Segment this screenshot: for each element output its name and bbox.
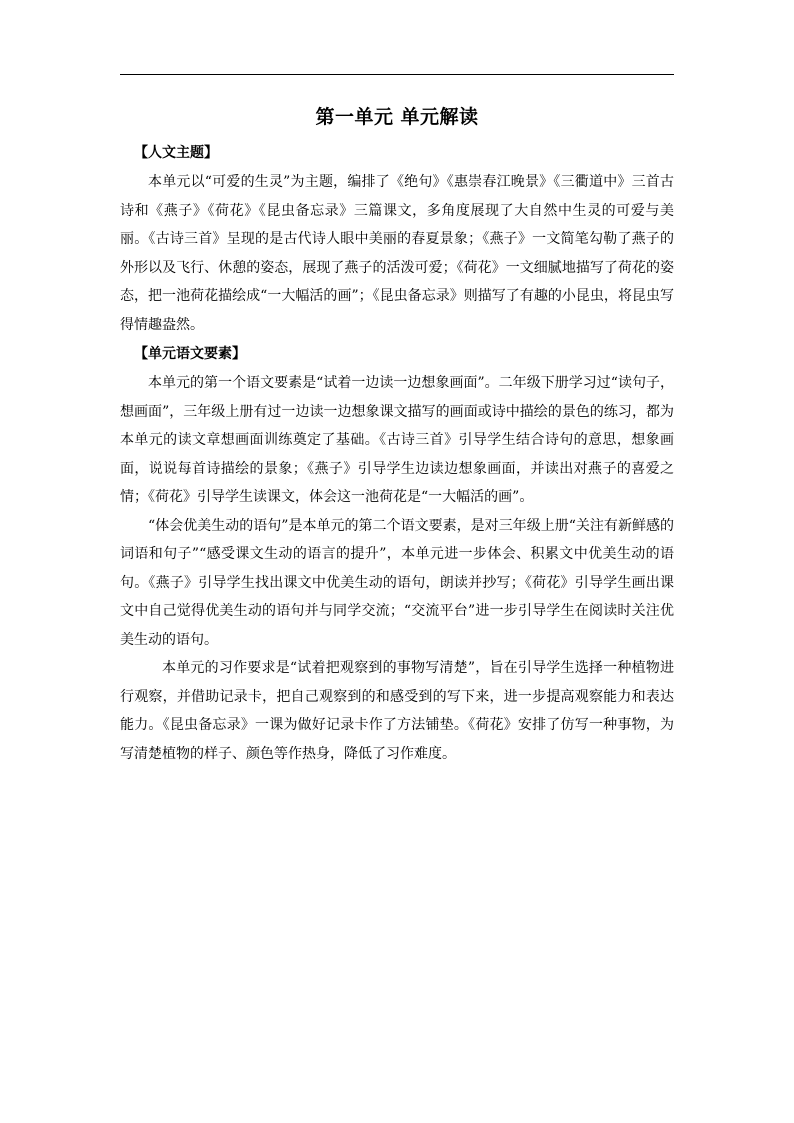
section-heading-humanistic-theme: 【人文主题】 — [134, 145, 218, 161]
page-title: 第一单元 单元解读 — [315, 106, 479, 128]
paragraph-humanistic-theme: 本单元以“可爱的生灵”为主题，编排了《绝句》《惠崇春江晚景》《三衢道中》三首古诗和《燕子》《荷花》《昆虫备忘录》三篇课文，多角度展现了大自然中生灵的可爱与美丽。《古诗三首》呈现的是古代诗人眼中美丽的春夏景象；《燕子》一文简笔勾勒了燕子的外形以及飞行、休憩的姿态，展现了燕子的活泼可爱；《荷花》一文细腻地描写了荷花的姿态，把一池荷花描绘成“一大幅活的画”；《昆虫备忘录》则描写了有趣的小昆虫，将昆虫写得情趣盎然。 — [120, 174, 674, 333]
section-heading-language-elements: 【单元语文要素】 — [134, 346, 246, 362]
paragraph-language-element-1: 本单元的第一个语文要素是“试着一边读一边想象画面”。二年级下册学习过“读句子，想画面”，三年级上册有过一边读一边想象课文描写的画面或诗中描绘的景色的练习，都为本单元的读文章想画面训练奠定了基础。《古诗三首》引导学生结合诗句的意思，想象画面，说说每首诗描绘的景象；《燕子》引导学生边读边想象画面，并读出对燕子的喜爱之情；《荷花》引导学生读课文，体会这一池荷花是“一大幅活的画”。 — [120, 375, 674, 505]
header-rule — [120, 74, 674, 75]
document-body — [120, 96, 674, 768]
paragraph-writing-requirement: 本单元的习作要求是“试着把观察到的事物写清楚”，旨在引导学生选择一种植物进行观察，并借助记录卡，把自己观察到的和感受到的写下来，进一步提高观察能力和表达能力。《昆虫备忘录》一课为做好记录卡作了方法铺垫。《荷花》安排了仿写一种事物，为写清楚植物的样子、颜色等作热身，降低了习作难度。 — [120, 660, 674, 762]
paragraph-language-element-2: “体会优美生动的语句”是本单元的第二个语文要素，是对三年级上册“关注有新鲜感的词语和句子”“感受课文生动的语言的提升”，本单元进一步体会、积累文中优美生动的语句。《燕子》引导学生找出课文中优美生动的语句，朗读并抄写；《荷花》引导学生画出课文中自己觉得优美生动的语句并与同学交流；“交流平台”进一步引导学生在阅读时关注优美生动的语句。 — [120, 517, 674, 648]
